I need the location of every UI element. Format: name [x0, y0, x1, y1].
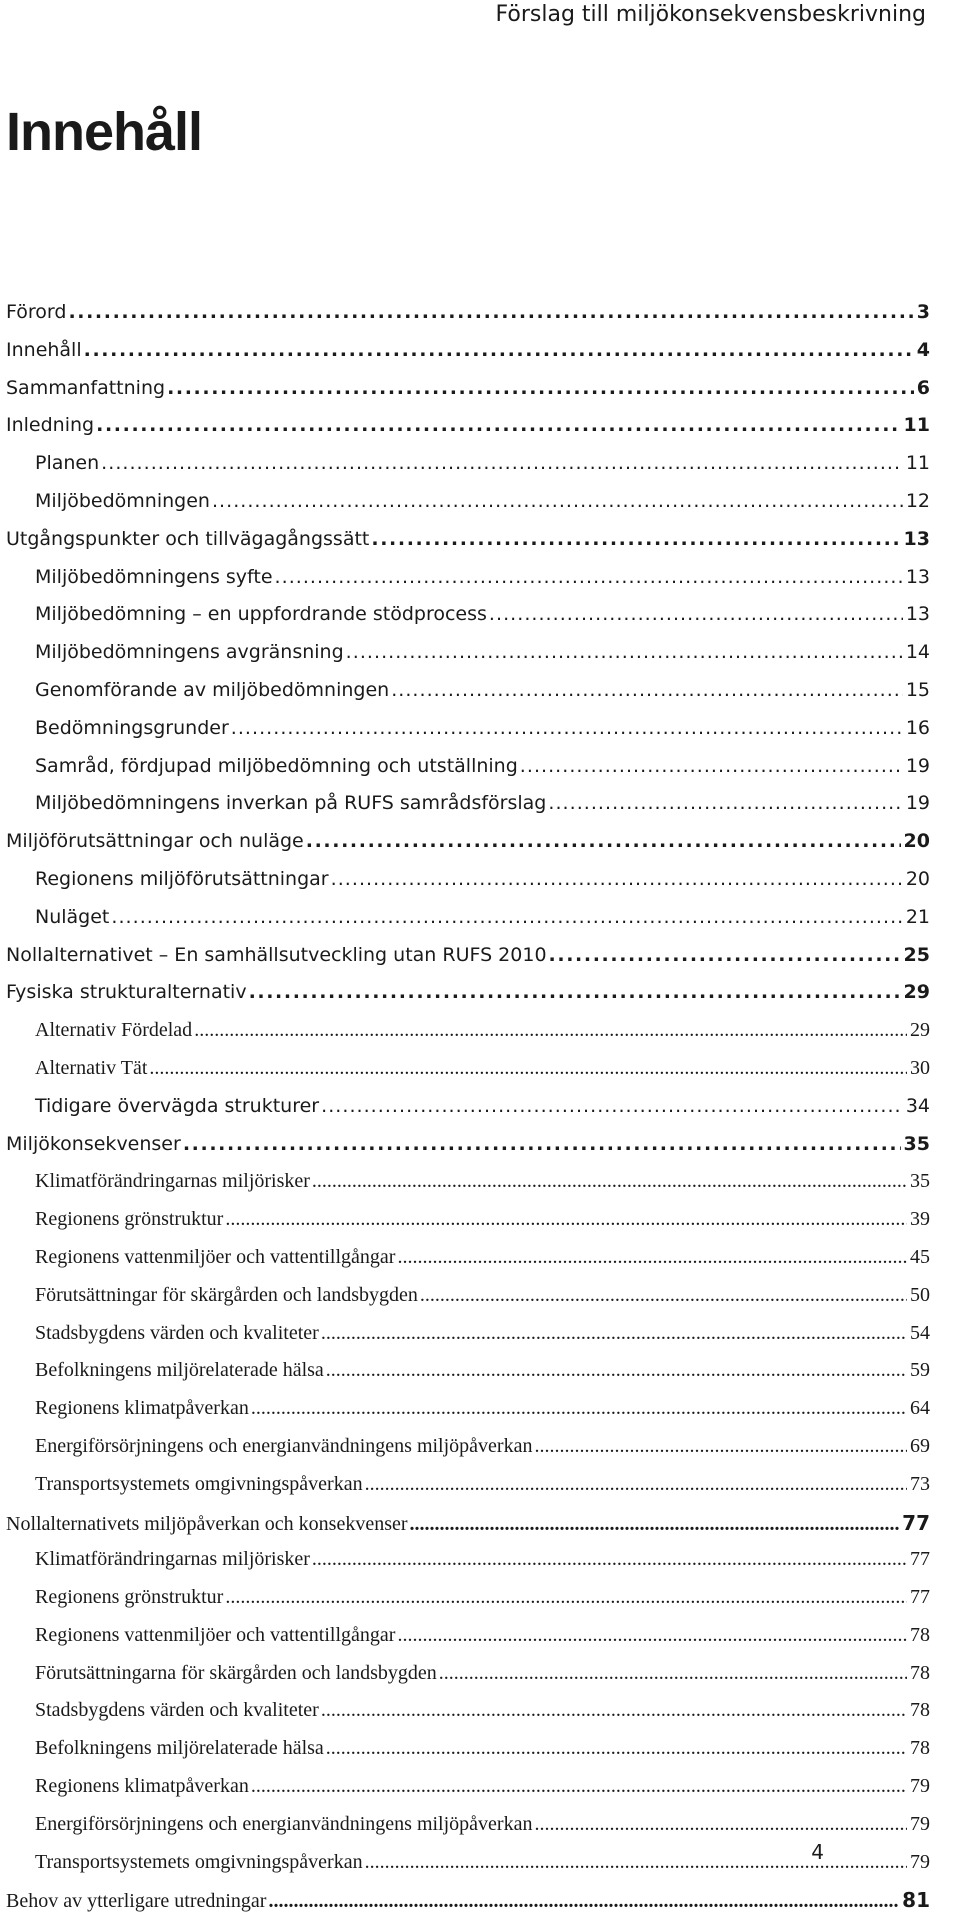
- toc-entry-page-number: 14: [905, 641, 930, 664]
- toc-entry-label: Klimatförändringarnas miljörisker: [35, 1170, 310, 1193]
- toc-entry-page-number: 6: [916, 376, 930, 399]
- toc-entry[interactable]: [6, 603, 930, 641]
- toc-entry[interactable]: [6, 906, 930, 944]
- toc-entry-label: Förutsättningarna för skärgården och landsbygden: [35, 1661, 437, 1684]
- toc-entry-label: Nollalternativets miljöpåverkan och konsekvenser: [6, 1512, 408, 1535]
- dot-leader: [397, 1246, 907, 1269]
- dot-leader: [312, 1170, 907, 1193]
- dot-leader: [520, 755, 903, 777]
- toc-entry[interactable]: [6, 1246, 930, 1284]
- toc-entry-page-number: 35: [910, 1170, 930, 1193]
- toc-entry-page-number: 35: [903, 1132, 930, 1155]
- table-of-contents: [6, 301, 930, 1926]
- toc-entry[interactable]: [6, 717, 930, 755]
- dot-leader: [96, 414, 900, 436]
- toc-entry-page-number: 77: [902, 1510, 930, 1535]
- dot-leader: [167, 377, 914, 399]
- toc-entry[interactable]: [6, 1170, 930, 1208]
- toc-entry[interactable]: [6, 1133, 930, 1171]
- dot-leader: [231, 717, 903, 739]
- toc-entry-page-number: 78: [910, 1699, 930, 1722]
- dot-leader: [397, 1624, 907, 1647]
- dot-leader: [312, 1548, 907, 1571]
- page-number: 4: [811, 1840, 824, 1864]
- toc-entry-label: Tidigare övervägda strukturer: [35, 1094, 320, 1117]
- dot-leader: [249, 981, 901, 1003]
- toc-entry-label: Regionens grönstruktur: [35, 1208, 224, 1231]
- dot-leader: [183, 1133, 901, 1155]
- toc-entry-label: Samråd, fördjupad miljöbedömning och utställning: [35, 754, 518, 777]
- toc-entry[interactable]: [6, 1057, 930, 1095]
- toc-entry-page-number: 25: [903, 943, 930, 966]
- toc-entry-label: Miljöbedömningens avgränsning: [35, 641, 344, 664]
- toc-entry[interactable]: [6, 1095, 930, 1133]
- dot-leader: [326, 1359, 907, 1382]
- toc-entry[interactable]: [6, 452, 930, 490]
- toc-entry-page-number: 45: [910, 1245, 930, 1268]
- toc-entry[interactable]: [6, 755, 930, 793]
- dot-leader: [225, 1208, 907, 1231]
- dot-leader: [331, 868, 903, 890]
- toc-entry-page-number: 77: [910, 1548, 930, 1571]
- dot-leader: [534, 1813, 907, 1836]
- dot-leader: [391, 679, 903, 701]
- toc-entry-page-number: 13: [905, 603, 930, 626]
- toc-entry-label: Miljöbedömningens syfte: [35, 565, 273, 588]
- toc-entry[interactable]: [6, 868, 930, 906]
- toc-entry-label: Alternativ Tät: [35, 1056, 148, 1079]
- dot-leader: [84, 339, 914, 361]
- toc-entry-label: Sammanfattning: [6, 376, 166, 399]
- dot-leader: [410, 1513, 900, 1536]
- toc-entry-label: Bedömningsgrunder: [35, 716, 229, 739]
- toc-entry[interactable]: [6, 377, 930, 415]
- toc-entry[interactable]: [6, 1662, 930, 1700]
- toc-entry-label: Inledning: [6, 414, 95, 437]
- dot-leader: [251, 1775, 907, 1798]
- toc-entry-page-number: 30: [910, 1056, 930, 1079]
- toc-entry-label: Alternativ Fördelad: [35, 1019, 193, 1042]
- toc-entry[interactable]: [6, 566, 930, 604]
- toc-entry-page-number: 78: [910, 1737, 930, 1760]
- toc-entry-label: Stadsbygdens värden och kvaliteter: [35, 1321, 319, 1344]
- toc-entry[interactable]: [6, 1435, 930, 1473]
- toc-entry-label: Regionens klimatpåverkan: [35, 1397, 249, 1420]
- toc-entry-page-number: 19: [905, 754, 930, 777]
- toc-entry-label: Miljökonsekvenser: [6, 1132, 181, 1155]
- toc-entry-label: Nuläget: [35, 905, 110, 928]
- toc-entry-label: Energiförsörjningens och energianvändningens miljöpåverkan: [35, 1434, 533, 1457]
- toc-entry[interactable]: [6, 1548, 930, 1586]
- dot-leader: [101, 452, 903, 474]
- toc-entry[interactable]: [6, 528, 930, 566]
- dot-leader: [251, 1397, 907, 1420]
- dot-leader: [321, 1699, 907, 1722]
- toc-entry[interactable]: [6, 1322, 930, 1360]
- dot-leader: [489, 603, 903, 625]
- toc-entry[interactable]: [6, 490, 930, 528]
- toc-entry-page-number: 12: [905, 489, 930, 512]
- toc-entry-label: Regionens vattenmiljöer och vattentillgångar: [35, 1245, 396, 1268]
- toc-entry-label: Planen: [35, 452, 100, 475]
- toc-entry-label: Klimatförändringarnas miljörisker: [35, 1548, 310, 1571]
- dot-leader: [68, 301, 913, 323]
- toc-entry-page-number: 78: [910, 1623, 930, 1646]
- toc-entry-page-number: 77: [910, 1586, 930, 1609]
- toc-entry-page-number: 69: [910, 1434, 930, 1457]
- dot-leader: [321, 1322, 907, 1345]
- toc-entry[interactable]: [6, 1586, 930, 1624]
- toc-entry-page-number: 79: [910, 1775, 930, 1798]
- toc-entry[interactable]: [6, 1397, 930, 1435]
- dot-leader: [111, 906, 902, 928]
- toc-entry-page-number: 39: [910, 1208, 930, 1231]
- toc-entry-page-number: 20: [905, 867, 930, 890]
- toc-entry-label: Miljöförutsättningar och nuläge: [6, 830, 304, 853]
- toc-entry[interactable]: [6, 641, 930, 679]
- toc-entry-page-number: 29: [910, 1019, 930, 1042]
- toc-entry-page-number: 13: [903, 527, 930, 550]
- toc-entry-page-number: 3: [916, 301, 930, 323]
- toc-entry-page-number: 11: [905, 452, 930, 475]
- toc-entry[interactable]: [6, 1284, 930, 1322]
- dot-leader: [194, 1019, 907, 1042]
- toc-entry-label: Regionens grönstruktur: [35, 1586, 224, 1609]
- toc-entry-page-number: 4: [916, 338, 930, 361]
- toc-entry[interactable]: [6, 679, 930, 717]
- toc-entry-page-number: 81: [902, 1888, 930, 1913]
- toc-entry-page-number: 50: [910, 1283, 930, 1306]
- toc-entry[interactable]: [6, 1511, 930, 1549]
- toc-entry-label: Genomförande av miljöbedömningen: [35, 678, 390, 701]
- dot-leader: [275, 566, 903, 588]
- dot-leader: [149, 1057, 907, 1080]
- toc-entry-page-number: 73: [910, 1472, 930, 1495]
- toc-entry-label: Regionens vattenmiljöer och vattentillgångar: [35, 1623, 396, 1646]
- toc-entry-page-number: 79: [910, 1850, 930, 1873]
- toc-entry-label: Energiförsörjningens och energianvändningens miljöpåverkan: [35, 1812, 533, 1835]
- toc-entry-page-number: 64: [910, 1397, 930, 1420]
- toc-entry-label: Förutsättningar för skärgården och landsbygden: [35, 1283, 418, 1306]
- toc-entry[interactable]: [6, 1775, 930, 1813]
- toc-entry[interactable]: [6, 1359, 930, 1397]
- toc-entry[interactable]: [6, 1019, 930, 1057]
- page-title: Innehåll: [6, 102, 203, 162]
- dot-leader: [346, 641, 903, 663]
- toc-entry[interactable]: [6, 830, 930, 868]
- toc-entry[interactable]: [6, 1737, 930, 1775]
- toc-entry-label: Stadsbygdens värden och kvaliteter: [35, 1699, 319, 1722]
- running-header: Förslag till miljökonsekvensbeskrivning: [495, 2, 926, 27]
- toc-entry-page-number: 78: [910, 1661, 930, 1684]
- toc-entry[interactable]: [6, 1699, 930, 1737]
- toc-entry-label: Befolkningens miljörelaterade hälsa: [35, 1737, 324, 1760]
- toc-entry-page-number: 34: [905, 1094, 930, 1117]
- toc-entry[interactable]: [6, 792, 930, 830]
- dot-leader: [549, 944, 901, 966]
- dot-leader: [268, 1890, 899, 1913]
- toc-entry[interactable]: [6, 1624, 930, 1662]
- toc-entry-label: Transportsystemets omgivningspåverkan: [35, 1472, 363, 1495]
- toc-entry-label: Nollalternativet – En samhällsutveckling utan RUFS 2010: [6, 943, 547, 966]
- toc-entry-page-number: 13: [905, 565, 930, 588]
- toc-entry-label: Innehåll: [6, 338, 82, 361]
- toc-entry-page-number: 54: [910, 1321, 930, 1344]
- toc-entry-label: Miljöbedömningen: [35, 489, 210, 512]
- dot-leader: [225, 1586, 907, 1609]
- toc-entry-label: Förord: [6, 301, 67, 323]
- toc-entry-label: Befolkningens miljörelaterade hälsa: [35, 1359, 324, 1382]
- dot-leader: [365, 1473, 907, 1496]
- toc-entry-label: Utgångspunkter och tillvägagångssätt: [6, 527, 370, 550]
- toc-entry-page-number: 20: [903, 830, 930, 853]
- toc-entry-page-number: 21: [905, 905, 930, 928]
- toc-entry[interactable]: [6, 414, 930, 452]
- toc-entry[interactable]: [6, 1473, 930, 1511]
- dot-leader: [306, 830, 901, 852]
- dot-leader: [439, 1662, 907, 1685]
- dot-leader: [548, 792, 902, 814]
- dot-leader: [321, 1095, 903, 1117]
- toc-entry-label: Transportsystemets omgivningspåverkan: [35, 1850, 363, 1873]
- dot-leader: [371, 528, 900, 550]
- toc-entry-page-number: 19: [905, 792, 930, 815]
- toc-entry-page-number: 59: [910, 1359, 930, 1382]
- toc-entry[interactable]: [6, 944, 930, 982]
- toc-entry-page-number: 11: [903, 414, 930, 437]
- dot-leader: [534, 1435, 907, 1458]
- toc-entry[interactable]: [6, 1888, 930, 1926]
- toc-entry-label: Regionens klimatpåverkan: [35, 1775, 249, 1798]
- dot-leader: [326, 1737, 907, 1760]
- dot-leader: [212, 490, 903, 512]
- toc-entry[interactable]: [6, 339, 930, 377]
- toc-entry[interactable]: [6, 1208, 930, 1246]
- toc-entry-page-number: 15: [905, 678, 930, 701]
- toc-entry-label: Miljöbedömningens inverkan på RUFS samrådsförslag: [35, 792, 547, 815]
- toc-entry-page-number: 16: [905, 716, 930, 739]
- dot-leader: [420, 1284, 907, 1307]
- toc-entry-page-number: 29: [903, 981, 930, 1004]
- toc-entry-label: Behov av ytterligare utredningar: [6, 1890, 267, 1913]
- toc-entry[interactable]: [6, 981, 930, 1019]
- toc-entry-label: Regionens miljöförutsättningar: [35, 867, 329, 890]
- toc-entry-label: Miljöbedömning – en uppfordrande stödprocess: [35, 603, 487, 626]
- toc-entry-page-number: 79: [910, 1812, 930, 1835]
- toc-entry-label: Fysiska strukturalternativ: [6, 981, 247, 1004]
- toc-entry[interactable]: [6, 301, 930, 339]
